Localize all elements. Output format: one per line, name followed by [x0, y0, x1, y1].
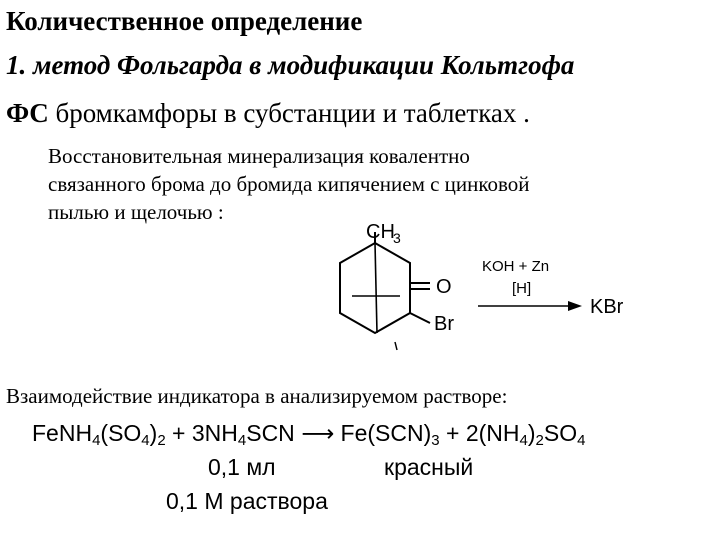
eq-subscript: 4 [577, 432, 586, 449]
eq-term: Fe(SCN) [334, 420, 432, 446]
eq-subscript: 4 [141, 432, 150, 449]
eq-subscript: 2 [535, 432, 544, 449]
methyl-subscript: 3 [393, 230, 401, 246]
bromine-label: Br [434, 313, 454, 335]
indicator-equation [32, 420, 585, 447]
ring-tick [395, 342, 397, 350]
paragraph-line: пылью и щелочью : [48, 200, 224, 224]
bromine-bond [410, 313, 430, 323]
paragraph-line: связанного брома до бромида кипячением с цинковой [48, 172, 530, 196]
heading-title: Количественное определение [6, 6, 363, 36]
eq-subscript: 4 [519, 432, 528, 449]
eq-arrow: ⟶ [301, 420, 335, 446]
eq-term: SO [543, 420, 578, 446]
oxygen-label: O [436, 276, 452, 298]
reagent-bottom-label: [H] [512, 280, 532, 297]
concentration-label: 0,1 М раствора [166, 488, 328, 514]
eq-term: SCN [246, 420, 302, 446]
eq-term: ) [149, 420, 158, 446]
eq-term: ) [527, 420, 536, 446]
eq-subscript: 4 [237, 432, 247, 449]
methyl-label: CH [366, 221, 395, 243]
heading-method: 1. метод Фольгарда в модификации Кольтгофа [6, 50, 575, 80]
color-label: красный [384, 454, 474, 480]
volume-label: 0,1 мл [208, 454, 276, 480]
paragraph-line: Восстановительная минерализация ковалентно [48, 144, 470, 168]
eq-term: + 2(NH [439, 420, 520, 446]
eq-term: + 3NH [165, 420, 238, 446]
eq-subscript: 3 [431, 432, 440, 449]
interaction-title: Взаимодействие индикатора в анализируемом растворе: [6, 384, 508, 408]
reagent-top-label: KOH + Zn [482, 258, 550, 275]
eq-subscript: 2 [157, 432, 166, 449]
product-label: KBr [590, 296, 624, 318]
heading-substance-text: бромкамфоры в субстанции и таблетках . [48, 98, 530, 128]
eq-term: (SO [100, 420, 142, 446]
eq-term: FeNH [32, 420, 93, 446]
eq-subscript: 4 [92, 432, 101, 449]
heading-fs-label: ФС [6, 98, 49, 128]
bridge-vertical [375, 243, 377, 333]
reaction-arrow-head [568, 301, 582, 311]
